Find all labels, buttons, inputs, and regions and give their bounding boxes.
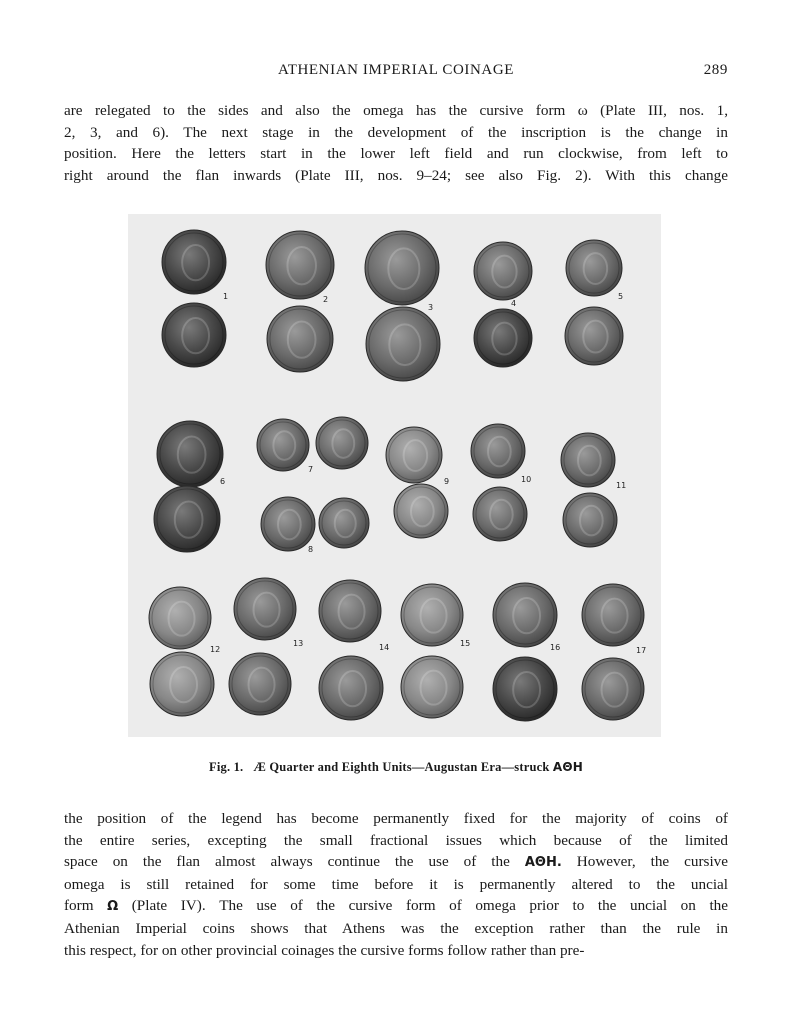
coin-number-label: 5 bbox=[618, 292, 624, 301]
coin-image bbox=[493, 657, 557, 721]
paragraph-2-line: the entire series, excepting the small fractional issues which because of the limited bbox=[64, 831, 728, 849]
coin-image bbox=[316, 417, 368, 469]
paragraph-2-line: this respect, for on other provincial coinages the cursive forms follow rather than pre- bbox=[64, 941, 585, 959]
paragraph-1-line: 2, 3, and 6). The next stage in the development of the inscription is the change in bbox=[64, 123, 728, 141]
figure-caption bbox=[64, 760, 728, 775]
coin-number-label: 2 bbox=[323, 295, 329, 304]
coin-number-label: 7 bbox=[308, 465, 314, 474]
paragraph-2 bbox=[64, 808, 728, 961]
coin-image bbox=[474, 309, 532, 367]
paragraph-1-line: position. Here the letters start in the lower left field and run clockwise, from left to bbox=[64, 145, 728, 163]
coin-image bbox=[157, 421, 226, 487]
coin-image bbox=[257, 419, 309, 471]
coin-number-label: 8 bbox=[308, 545, 314, 554]
coin-plate-svg bbox=[128, 214, 661, 737]
coin-image bbox=[582, 658, 644, 720]
coin-number-label: 14 bbox=[379, 643, 390, 652]
coin-image bbox=[150, 652, 214, 716]
coin-number-label: 10 bbox=[521, 475, 532, 484]
paragraph-1 bbox=[64, 100, 728, 186]
coin-image bbox=[365, 231, 439, 305]
coin-number-label: 9 bbox=[444, 477, 450, 486]
coin-image bbox=[319, 656, 383, 720]
coin-number-label: 17 bbox=[636, 646, 647, 655]
paragraph-2-line: omega is still retained for some time before it is permanently altered to the uncial bbox=[64, 875, 728, 893]
caption-label: Fig. 1. bbox=[208, 760, 244, 774]
coin-number-label: 3 bbox=[428, 303, 434, 312]
paragraph-2-text: (Plate IV). The use of the cursive form of omega prior to the uncial on the bbox=[118, 897, 728, 915]
coin-image bbox=[565, 307, 623, 365]
coin-number-label: 1 bbox=[223, 292, 229, 301]
legend-aoh: AΘH. bbox=[524, 855, 562, 871]
coin-image bbox=[267, 306, 333, 372]
coin-image bbox=[386, 427, 442, 483]
page-number: 289 bbox=[703, 62, 728, 78]
coin-image bbox=[474, 242, 532, 300]
paragraph-2-text: However, the cursive bbox=[561, 853, 729, 871]
coin-image bbox=[563, 493, 617, 547]
coin-number-label: 11 bbox=[616, 481, 627, 490]
paragraph-2-line bbox=[64, 895, 728, 918]
running-title: ATHENIAN IMPERIAL COINAGE bbox=[277, 62, 515, 78]
coin-number-label: 13 bbox=[293, 639, 304, 648]
coin-image bbox=[471, 424, 525, 478]
coin-image bbox=[162, 303, 226, 367]
coin-image bbox=[401, 656, 463, 718]
paragraph-2-text: space on the flan almost always continue the use of the bbox=[64, 853, 510, 871]
coin-image bbox=[366, 307, 440, 381]
coin-image bbox=[261, 497, 315, 551]
coin-image bbox=[582, 584, 644, 646]
paragraph-2-line: the position of the legend has become permanently fixed for the majority of coins of bbox=[64, 810, 728, 827]
caption-legend: AΘH bbox=[552, 760, 583, 774]
coin-image bbox=[266, 231, 334, 299]
coin-image bbox=[319, 580, 381, 642]
coin-image bbox=[473, 487, 527, 541]
coin-image bbox=[234, 578, 296, 640]
coin-number-label: 15 bbox=[460, 639, 471, 648]
coin-number-label: 12 bbox=[210, 645, 221, 654]
coin-image bbox=[401, 584, 463, 646]
coin-plate-figure bbox=[128, 214, 661, 737]
coin-image bbox=[149, 587, 211, 649]
running-head bbox=[64, 62, 728, 84]
paragraph-2-line bbox=[64, 851, 728, 874]
coin-image bbox=[229, 653, 291, 715]
coin-image bbox=[561, 433, 615, 487]
paragraph-2-line: Athenian Imperial coins shows that Athens was the exception rather than the rule in bbox=[64, 919, 728, 937]
coin-image bbox=[566, 240, 622, 296]
coin-number-label: 6 bbox=[220, 477, 226, 486]
coin-number-label: 16 bbox=[550, 643, 561, 652]
paragraph-1-line: are relegated to the sides and also the omega has the cursive form ω (Plate III, nos. 1, bbox=[64, 102, 728, 119]
omega-uncial-symbol: Ω bbox=[107, 899, 119, 915]
coin-image bbox=[394, 484, 448, 538]
coin-image bbox=[162, 230, 226, 294]
coin-number-label: 4 bbox=[511, 299, 517, 308]
coin-image bbox=[493, 583, 557, 647]
coin-image bbox=[319, 498, 369, 548]
paragraph-2-text: form bbox=[64, 897, 94, 915]
paragraph-1-line: right around the flan inwards (Plate III, nos. 9–24; see also Fig. 2). With this change bbox=[64, 166, 728, 184]
coin-image bbox=[154, 486, 220, 552]
caption-text: Æ Quarter and Eighth Units—Augustan Era—struck bbox=[253, 760, 550, 774]
